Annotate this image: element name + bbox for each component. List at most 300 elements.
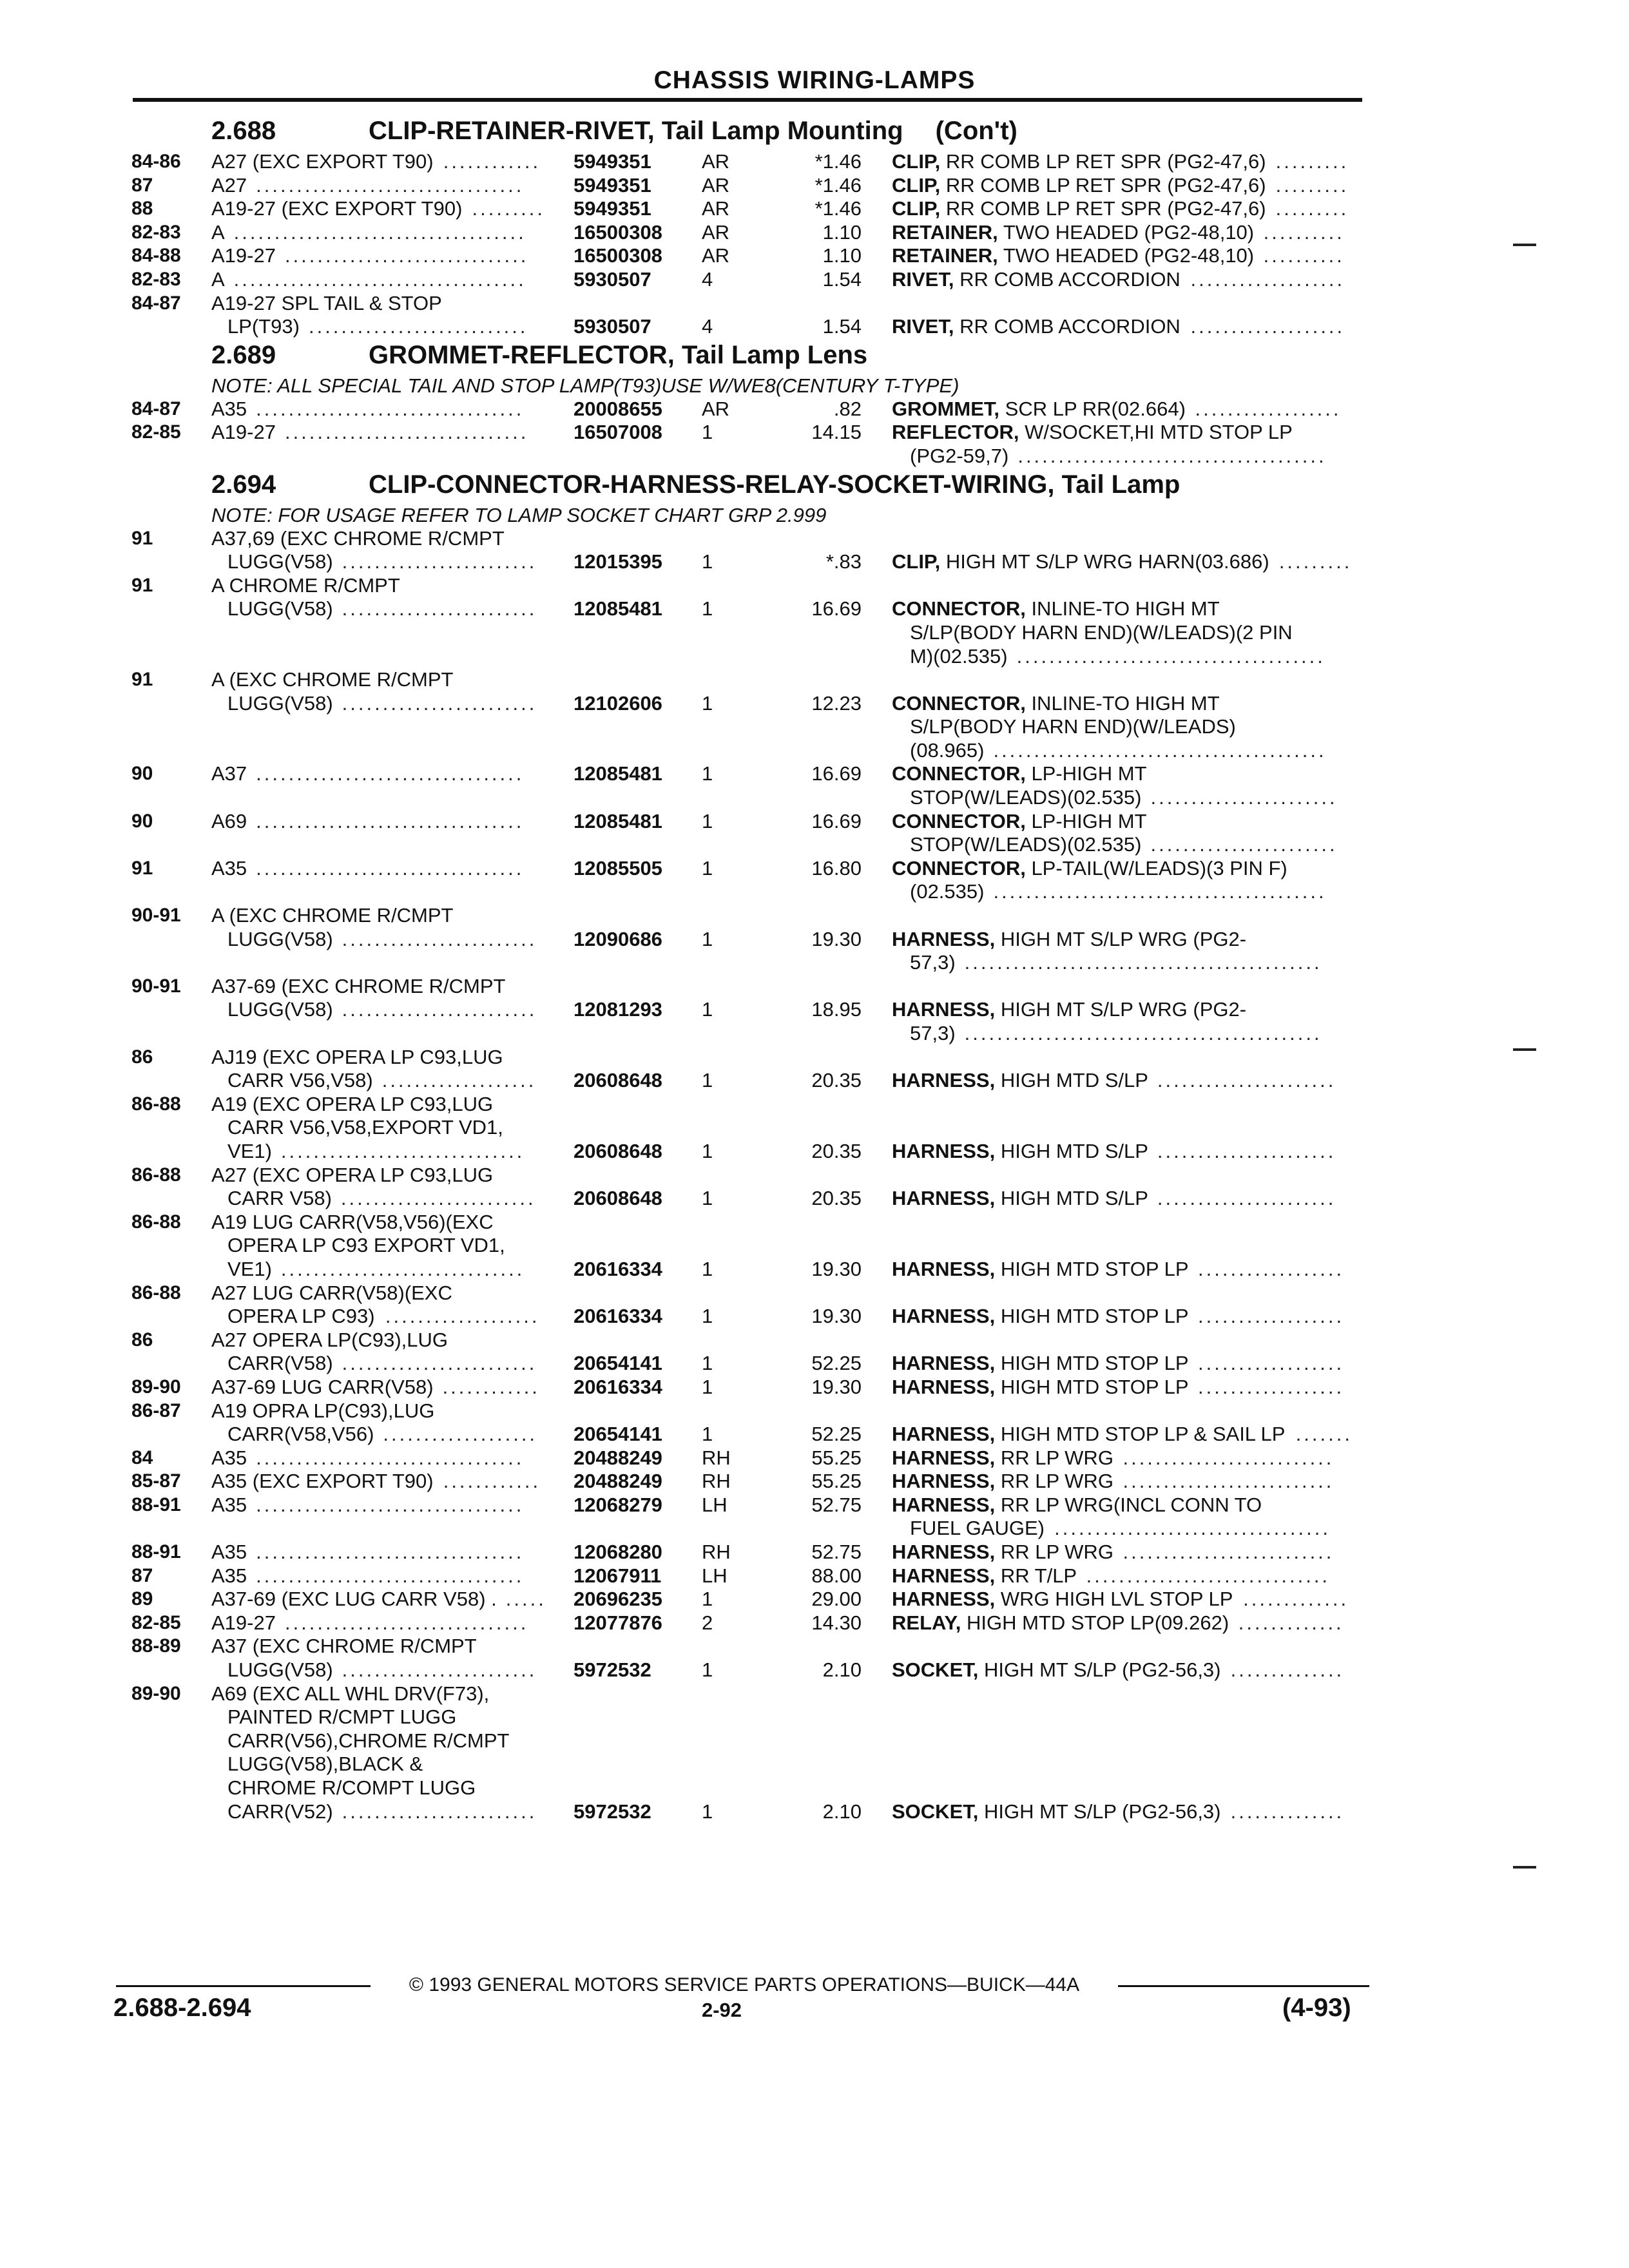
part-description bbox=[910, 645, 1008, 669]
leader-dots: ........................... bbox=[308, 315, 528, 338]
part-description bbox=[892, 1140, 1148, 1164]
part-description bbox=[892, 1069, 1148, 1093]
leader-dots: ............................................ bbox=[964, 1022, 1322, 1044]
model-applicability: CARR(V58) bbox=[227, 1352, 333, 1375]
quantity: AR bbox=[702, 173, 730, 197]
leader-dots: ........................ bbox=[342, 1658, 537, 1682]
part-name: HARNESS, bbox=[892, 1375, 996, 1398]
part-name: CLIP, bbox=[892, 550, 941, 573]
part-description bbox=[892, 1611, 1229, 1635]
entry-line bbox=[0, 1022, 1629, 1046]
leader-dots: ......................................... bbox=[993, 880, 1327, 903]
parts-entry bbox=[0, 904, 1629, 975]
section-title bbox=[369, 117, 1017, 146]
leader-dots: ................................. bbox=[256, 1564, 525, 1587]
model-applicability: A27 LUG CARR(V58)(EXC bbox=[211, 1281, 452, 1304]
part-name: HARNESS, bbox=[892, 1187, 996, 1210]
model-applicability: A37-69 (EXC LUG CARR V58) . bbox=[211, 1588, 497, 1611]
parts-entry bbox=[0, 1329, 1629, 1376]
entry-line bbox=[0, 998, 1629, 1022]
entry-line bbox=[0, 1776, 1629, 1800]
model-applicability: A35 bbox=[211, 856, 247, 879]
leader-dots: ................................. bbox=[256, 856, 525, 879]
parts-entry bbox=[0, 174, 1629, 198]
part-description bbox=[892, 398, 1186, 421]
entry-line bbox=[0, 645, 1629, 669]
part-number: 12085505 bbox=[574, 856, 662, 879]
price: 88.00 bbox=[811, 1564, 862, 1587]
leader-dots: ................................. bbox=[256, 1493, 525, 1516]
quantity: 1 bbox=[702, 927, 713, 950]
model-applicability: A27 (EXC OPERA LP C93,LUG bbox=[211, 1163, 494, 1186]
model-years: 91 bbox=[131, 574, 153, 596]
parts-entry bbox=[0, 1376, 1629, 1399]
model-applicability: A69 bbox=[211, 809, 247, 832]
entry-line bbox=[0, 221, 1629, 245]
part-description bbox=[910, 739, 984, 763]
entry-line bbox=[0, 621, 1629, 645]
part-description bbox=[892, 1423, 1285, 1446]
leader-dots: ........................ bbox=[342, 691, 537, 715]
part-detail: RR T/LP bbox=[995, 1564, 1077, 1587]
part-description bbox=[892, 1564, 1077, 1588]
price: 52.25 bbox=[811, 1352, 862, 1375]
section-header bbox=[0, 468, 1629, 504]
part-detail: (08.965) bbox=[910, 738, 985, 762]
model-applicability: CARR(V56),CHROME R/CMPT bbox=[227, 1729, 510, 1752]
part-detail: HIGH MT S/LP (PG2-56,3) bbox=[978, 1658, 1221, 1682]
quantity: 1 bbox=[702, 550, 713, 573]
model-applicability: A bbox=[211, 267, 225, 291]
model-applicability: A37 bbox=[211, 762, 247, 785]
part-name: HARNESS, bbox=[892, 1541, 996, 1564]
price: 20.35 bbox=[811, 1187, 862, 1210]
model-applicability: A35 bbox=[211, 1564, 247, 1587]
price: 19.30 bbox=[811, 1375, 862, 1398]
leader-dots: ....................... bbox=[1150, 833, 1338, 856]
quantity: LH bbox=[702, 1564, 728, 1587]
part-detail: (02.535) bbox=[910, 880, 985, 903]
entry-line bbox=[0, 421, 1629, 445]
part-name: HARNESS, bbox=[892, 1493, 996, 1516]
part-description bbox=[910, 445, 1008, 468]
entry-line bbox=[0, 1140, 1629, 1164]
section-note: NOTE: FOR USAGE REFER TO LAMP SOCKET CHART GRP 2.999 bbox=[211, 503, 827, 526]
leader-dots: ...................... bbox=[1157, 1187, 1336, 1210]
footer-page-number: 2-92 bbox=[701, 1999, 742, 2021]
entry-line bbox=[0, 1564, 1629, 1588]
model-applicability: A bbox=[211, 220, 225, 244]
leader-dots: ....................... bbox=[1150, 786, 1338, 809]
model-applicability: A37,69 (EXC CHROME R/CMPT bbox=[211, 526, 505, 550]
part-name: RIVET, bbox=[892, 267, 954, 291]
part-description bbox=[892, 1470, 1113, 1494]
part-detail: HIGH MTD S/LP bbox=[995, 1139, 1148, 1162]
part-name: CLIP, bbox=[892, 150, 941, 173]
part-detail: RR LP WRG bbox=[995, 1541, 1113, 1564]
part-description bbox=[892, 1376, 1189, 1399]
title-rule bbox=[133, 98, 1362, 102]
leader-dots: ...................... bbox=[1157, 1139, 1336, 1162]
leader-dots: ............ bbox=[443, 150, 541, 173]
entry-line bbox=[0, 445, 1629, 468]
part-number: 12090686 bbox=[574, 927, 662, 950]
footer-copyright: © 1993 GENERAL MOTORS SERVICE PARTS OPERATIONS—BUICK—44A bbox=[409, 1974, 1080, 1995]
part-description bbox=[910, 715, 1236, 739]
part-name: CONNECTOR, bbox=[892, 691, 1026, 715]
part-number: 5972532 bbox=[574, 1800, 651, 1823]
part-detail: STOP(W/LEADS)(02.535) bbox=[910, 833, 1142, 856]
margin-tick bbox=[1513, 1048, 1536, 1051]
part-name: GROMMET, bbox=[892, 397, 1000, 420]
part-number: 16500308 bbox=[574, 220, 662, 244]
entry-line bbox=[0, 1446, 1629, 1470]
price: 18.95 bbox=[811, 998, 862, 1021]
quantity: 1 bbox=[702, 1069, 713, 1092]
leader-dots: .............................. bbox=[284, 244, 529, 267]
quantity: 1 bbox=[702, 421, 713, 444]
quantity: 2 bbox=[702, 1611, 713, 1634]
leader-dots: .......................... bbox=[1123, 1541, 1335, 1564]
part-description bbox=[892, 810, 1147, 834]
model-years: 84-86 bbox=[131, 151, 181, 172]
quantity: 1 bbox=[702, 691, 713, 715]
price: 2.10 bbox=[822, 1658, 862, 1682]
entry-line bbox=[0, 1282, 1629, 1305]
quantity: 1 bbox=[702, 1588, 713, 1611]
parts-entry bbox=[0, 1399, 1629, 1446]
part-description bbox=[892, 1588, 1233, 1611]
model-years: 82-83 bbox=[131, 221, 181, 243]
parts-entry bbox=[0, 1164, 1629, 1211]
part-detail: RR LP WRG bbox=[995, 1470, 1113, 1493]
leader-dots: ................................. bbox=[256, 173, 525, 197]
entry-line bbox=[0, 292, 1629, 316]
entry-line bbox=[0, 1800, 1629, 1824]
part-detail: HIGH MTD STOP LP(09.262) bbox=[961, 1611, 1229, 1634]
entry-line bbox=[0, 574, 1629, 598]
part-description bbox=[892, 1494, 1262, 1517]
entry-line bbox=[0, 1069, 1629, 1093]
model-applicability: A35 bbox=[211, 1446, 247, 1469]
model-applicability: VE1) bbox=[227, 1139, 272, 1162]
part-number: 20488249 bbox=[574, 1446, 662, 1469]
part-name: HARNESS, bbox=[892, 998, 996, 1021]
part-description bbox=[892, 1800, 1221, 1824]
part-detail: INLINE-TO HIGH MT bbox=[1025, 597, 1220, 620]
part-number: 16507008 bbox=[574, 421, 662, 444]
model-years: 86-88 bbox=[131, 1164, 181, 1186]
entry-line bbox=[0, 1305, 1629, 1329]
model-applicability: A (EXC CHROME R/CMPT bbox=[211, 668, 454, 691]
entry-line bbox=[0, 928, 1629, 952]
leader-dots: ........................ bbox=[342, 1352, 537, 1375]
price: *.83 bbox=[825, 550, 862, 573]
quantity: RH bbox=[702, 1446, 731, 1469]
entry-line bbox=[0, 951, 1629, 975]
price: 16.80 bbox=[811, 856, 862, 879]
model-years: 88-91 bbox=[131, 1541, 181, 1563]
part-number: 12085481 bbox=[574, 762, 662, 785]
model-applicability: A37-69 LUG CARR(V58) bbox=[211, 1375, 434, 1398]
model-applicability: A35 bbox=[211, 397, 247, 420]
leader-dots: ...................................... bbox=[1016, 644, 1325, 668]
part-number: 5930507 bbox=[574, 267, 651, 291]
part-description bbox=[892, 221, 1254, 245]
parts-entry bbox=[0, 668, 1629, 762]
price: 55.25 bbox=[811, 1470, 862, 1493]
model-applicability: A27 bbox=[211, 173, 247, 197]
price: 12.23 bbox=[811, 691, 862, 715]
price: 52.75 bbox=[811, 1493, 862, 1516]
part-detail: RR COMB LP RET SPR (PG2-47,6) bbox=[940, 173, 1266, 197]
entry-line bbox=[0, 1682, 1629, 1706]
part-number: 20488249 bbox=[574, 1470, 662, 1493]
leader-dots: .............................. bbox=[284, 1611, 529, 1634]
part-name: HARNESS, bbox=[892, 1139, 996, 1162]
parts-entry bbox=[0, 857, 1629, 904]
part-name: SOCKET, bbox=[892, 1800, 979, 1823]
entry-line bbox=[0, 975, 1629, 999]
quantity: LH bbox=[702, 1493, 728, 1516]
section-note: NOTE: ALL SPECIAL TAIL AND STOP LAMP(T93)USE W/WE8(CENTURY T-TYPE) bbox=[211, 374, 959, 397]
part-description bbox=[892, 1258, 1189, 1282]
part-detail: HIGH MTD S/LP bbox=[995, 1069, 1148, 1092]
part-detail: WRG HIGH LVL STOP LP bbox=[995, 1588, 1233, 1611]
part-description bbox=[892, 421, 1293, 445]
model-years: 86 bbox=[131, 1329, 153, 1350]
part-detail: RR COMB LP RET SPR (PG2-47,6) bbox=[940, 150, 1266, 173]
leader-dots: ............. bbox=[1238, 1611, 1344, 1634]
model-years: 89-90 bbox=[131, 1682, 181, 1704]
leader-dots: ........................ bbox=[342, 1800, 537, 1823]
leader-dots: .............................. bbox=[280, 1257, 525, 1280]
part-number: 5930507 bbox=[574, 315, 651, 338]
price: 16.69 bbox=[811, 597, 862, 620]
model-applicability: A19-27 bbox=[211, 421, 276, 444]
part-number: 12085481 bbox=[574, 809, 662, 832]
leader-dots: ................... bbox=[1190, 267, 1345, 291]
entry-line bbox=[0, 1046, 1629, 1070]
price: *1.46 bbox=[815, 150, 862, 173]
model-years: 86 bbox=[131, 1046, 153, 1068]
margin-tick bbox=[1513, 244, 1536, 246]
quantity: RH bbox=[702, 1541, 731, 1564]
footer-rule-left bbox=[116, 1985, 371, 1987]
part-detail: LP-HIGH MT bbox=[1025, 809, 1147, 832]
section-title-sub: Tail Lamp Lens bbox=[681, 340, 868, 369]
part-detail: RR COMB LP RET SPR (PG2-47,6) bbox=[940, 197, 1266, 220]
leader-dots: .......... bbox=[1263, 220, 1345, 244]
entry-line bbox=[0, 1517, 1629, 1541]
part-name: RETAINER, bbox=[892, 220, 998, 244]
part-detail: STOP(W/LEADS)(02.535) bbox=[910, 786, 1142, 809]
leader-dots: .................................. bbox=[1054, 1517, 1331, 1540]
leader-dots: .................. bbox=[1198, 1375, 1345, 1398]
model-applicability: AJ19 (EXC OPERA LP C93,LUG bbox=[211, 1045, 503, 1068]
leader-dots: .......................... bbox=[1123, 1446, 1335, 1469]
model-years: 88-91 bbox=[131, 1494, 181, 1515]
part-detail: RR COMB ACCORDION bbox=[954, 315, 1181, 338]
parts-entry bbox=[0, 1494, 1629, 1541]
model-applicability: A35 bbox=[211, 1541, 247, 1564]
quantity: AR bbox=[702, 244, 730, 267]
leader-dots: .................................... bbox=[233, 267, 526, 291]
leader-dots: ................................. bbox=[256, 397, 525, 420]
part-name: CLIP, bbox=[892, 173, 941, 197]
part-name: CONNECTOR, bbox=[892, 856, 1026, 879]
model-applicability: A37 (EXC CHROME R/CMPT bbox=[211, 1635, 477, 1658]
leader-dots: .................................... bbox=[233, 220, 526, 244]
leader-dots: ........................ bbox=[340, 1187, 536, 1210]
entry-line bbox=[0, 1423, 1629, 1446]
parts-entry bbox=[0, 1446, 1629, 1470]
footer-date: (4-93) bbox=[1282, 1994, 1351, 2022]
model-applicability: A69 (EXC ALL WHL DRV(F73), bbox=[211, 1682, 490, 1705]
model-applicability: A19-27 bbox=[211, 244, 276, 267]
model-years: 84-87 bbox=[131, 398, 181, 419]
model-applicability: OPERA LP C93) bbox=[227, 1305, 375, 1328]
parts-listing bbox=[0, 115, 1629, 1823]
model-applicability: A19-27 (EXC EXPORT T90) bbox=[211, 197, 463, 220]
model-applicability: VE1) bbox=[227, 1257, 272, 1280]
leader-dots: ............. bbox=[1243, 1588, 1349, 1611]
leader-dots: ..... bbox=[505, 1588, 546, 1611]
parts-entry bbox=[0, 221, 1629, 245]
part-description bbox=[892, 174, 1266, 198]
quantity: 1 bbox=[702, 597, 713, 620]
entry-line bbox=[0, 1470, 1629, 1494]
part-name: HARNESS, bbox=[892, 1588, 996, 1611]
entry-line bbox=[0, 810, 1629, 834]
part-detail: 57,3) bbox=[910, 1022, 956, 1044]
entry-line bbox=[0, 1376, 1629, 1399]
parts-entry bbox=[0, 150, 1629, 174]
model-years: 90 bbox=[131, 810, 153, 832]
part-number: 20608648 bbox=[574, 1187, 662, 1210]
part-number: 20008655 bbox=[574, 397, 662, 420]
quantity: 1 bbox=[702, 809, 713, 832]
price: *1.46 bbox=[815, 173, 862, 197]
price: 1.10 bbox=[822, 244, 862, 267]
entry-line bbox=[0, 1658, 1629, 1682]
entry-line bbox=[0, 1234, 1629, 1258]
part-detail: RR LP WRG bbox=[995, 1446, 1113, 1469]
entry-line bbox=[0, 1258, 1629, 1282]
entry-line bbox=[0, 268, 1629, 292]
parts-entry bbox=[0, 1564, 1629, 1588]
model-applicability: A19 LUG CARR(V58,V56)(EXC bbox=[211, 1210, 494, 1233]
model-applicability: A35 bbox=[211, 1493, 247, 1516]
entry-line bbox=[0, 244, 1629, 268]
model-applicability: LUGG(V58) bbox=[227, 691, 333, 715]
part-description bbox=[892, 692, 1220, 716]
parts-entry bbox=[0, 810, 1629, 857]
part-number: 20616334 bbox=[574, 1257, 662, 1280]
parts-entry bbox=[0, 1682, 1629, 1824]
leader-dots: .................. bbox=[1198, 1257, 1345, 1280]
part-detail: SCR LP RR(02.664) bbox=[999, 397, 1186, 420]
model-applicability: LUGG(V58) bbox=[227, 927, 333, 950]
part-detail: RR LP WRG(INCL CONN TO bbox=[995, 1493, 1262, 1516]
entry-line bbox=[0, 1494, 1629, 1517]
quantity: AR bbox=[702, 397, 730, 420]
model-applicability: LUGG(V58) bbox=[227, 1658, 333, 1682]
margin-tick bbox=[1513, 1866, 1536, 1869]
entry-line bbox=[0, 762, 1629, 786]
part-detail: HIGH MTD STOP LP bbox=[995, 1375, 1189, 1398]
part-number: 12077876 bbox=[574, 1611, 662, 1634]
part-number: 12068280 bbox=[574, 1541, 662, 1564]
quantity: 1 bbox=[702, 1375, 713, 1398]
entry-line bbox=[0, 1635, 1629, 1658]
entry-line bbox=[0, 315, 1629, 339]
parts-entry bbox=[0, 268, 1629, 292]
part-detail: HIGH MTD STOP LP bbox=[995, 1257, 1189, 1280]
leader-dots: ................................. bbox=[256, 762, 525, 785]
part-name: RETAINER, bbox=[892, 244, 998, 267]
parts-entry bbox=[0, 1211, 1629, 1282]
part-number: 20654141 bbox=[574, 1352, 662, 1375]
section-title-suffix: (Con't) bbox=[935, 117, 1017, 145]
part-name: HARNESS, bbox=[892, 1257, 996, 1280]
entry-line bbox=[0, 597, 1629, 621]
price: 29.00 bbox=[811, 1588, 862, 1611]
part-description bbox=[892, 597, 1220, 621]
parts-entry bbox=[0, 1611, 1629, 1635]
parts-entry bbox=[0, 1470, 1629, 1494]
leader-dots: .............. bbox=[1230, 1800, 1345, 1823]
price: 20.35 bbox=[811, 1139, 862, 1162]
part-number: 12067911 bbox=[574, 1564, 662, 1587]
part-name: HARNESS, bbox=[892, 927, 996, 950]
parts-entry bbox=[0, 1046, 1629, 1093]
parts-entry bbox=[0, 527, 1629, 574]
price: 19.30 bbox=[811, 927, 862, 950]
price: 19.30 bbox=[811, 1305, 862, 1328]
parts-entry bbox=[0, 574, 1629, 668]
quantity: RH bbox=[702, 1470, 731, 1493]
part-number: 12085481 bbox=[574, 597, 662, 620]
page-title: CHASSIS WIRING-LAMPS bbox=[653, 66, 976, 94]
leader-dots: .............................. bbox=[1086, 1564, 1331, 1587]
entry-line bbox=[0, 880, 1629, 904]
part-detail: 57,3) bbox=[910, 951, 956, 974]
leader-dots: .......... bbox=[1263, 244, 1345, 267]
part-number: 20616334 bbox=[574, 1305, 662, 1328]
entry-line bbox=[0, 550, 1629, 574]
price: 1.54 bbox=[822, 267, 862, 291]
price: 14.30 bbox=[811, 1611, 862, 1634]
model-years: 82-85 bbox=[131, 421, 181, 443]
price: 14.15 bbox=[811, 421, 862, 444]
model-applicability: A19-27 bbox=[211, 1611, 276, 1634]
part-description bbox=[910, 621, 1293, 645]
part-name: RELAY, bbox=[892, 1611, 961, 1634]
part-detail: HIGH MTD STOP LP bbox=[995, 1352, 1189, 1375]
part-detail: M)(02.535) bbox=[910, 644, 1008, 668]
part-detail: HIGH MT S/LP WRG HARN(03.686) bbox=[940, 550, 1269, 573]
model-years: 86-88 bbox=[131, 1211, 181, 1233]
model-applicability: A27 (EXC EXPORT T90) bbox=[211, 150, 434, 173]
entry-line bbox=[0, 1399, 1629, 1423]
leader-dots: ................... bbox=[383, 1423, 538, 1446]
part-name: SOCKET, bbox=[892, 1658, 979, 1682]
part-description bbox=[892, 315, 1181, 339]
entry-line bbox=[0, 1352, 1629, 1376]
section-number: 2.694 bbox=[211, 470, 276, 499]
price: .82 bbox=[833, 397, 862, 420]
